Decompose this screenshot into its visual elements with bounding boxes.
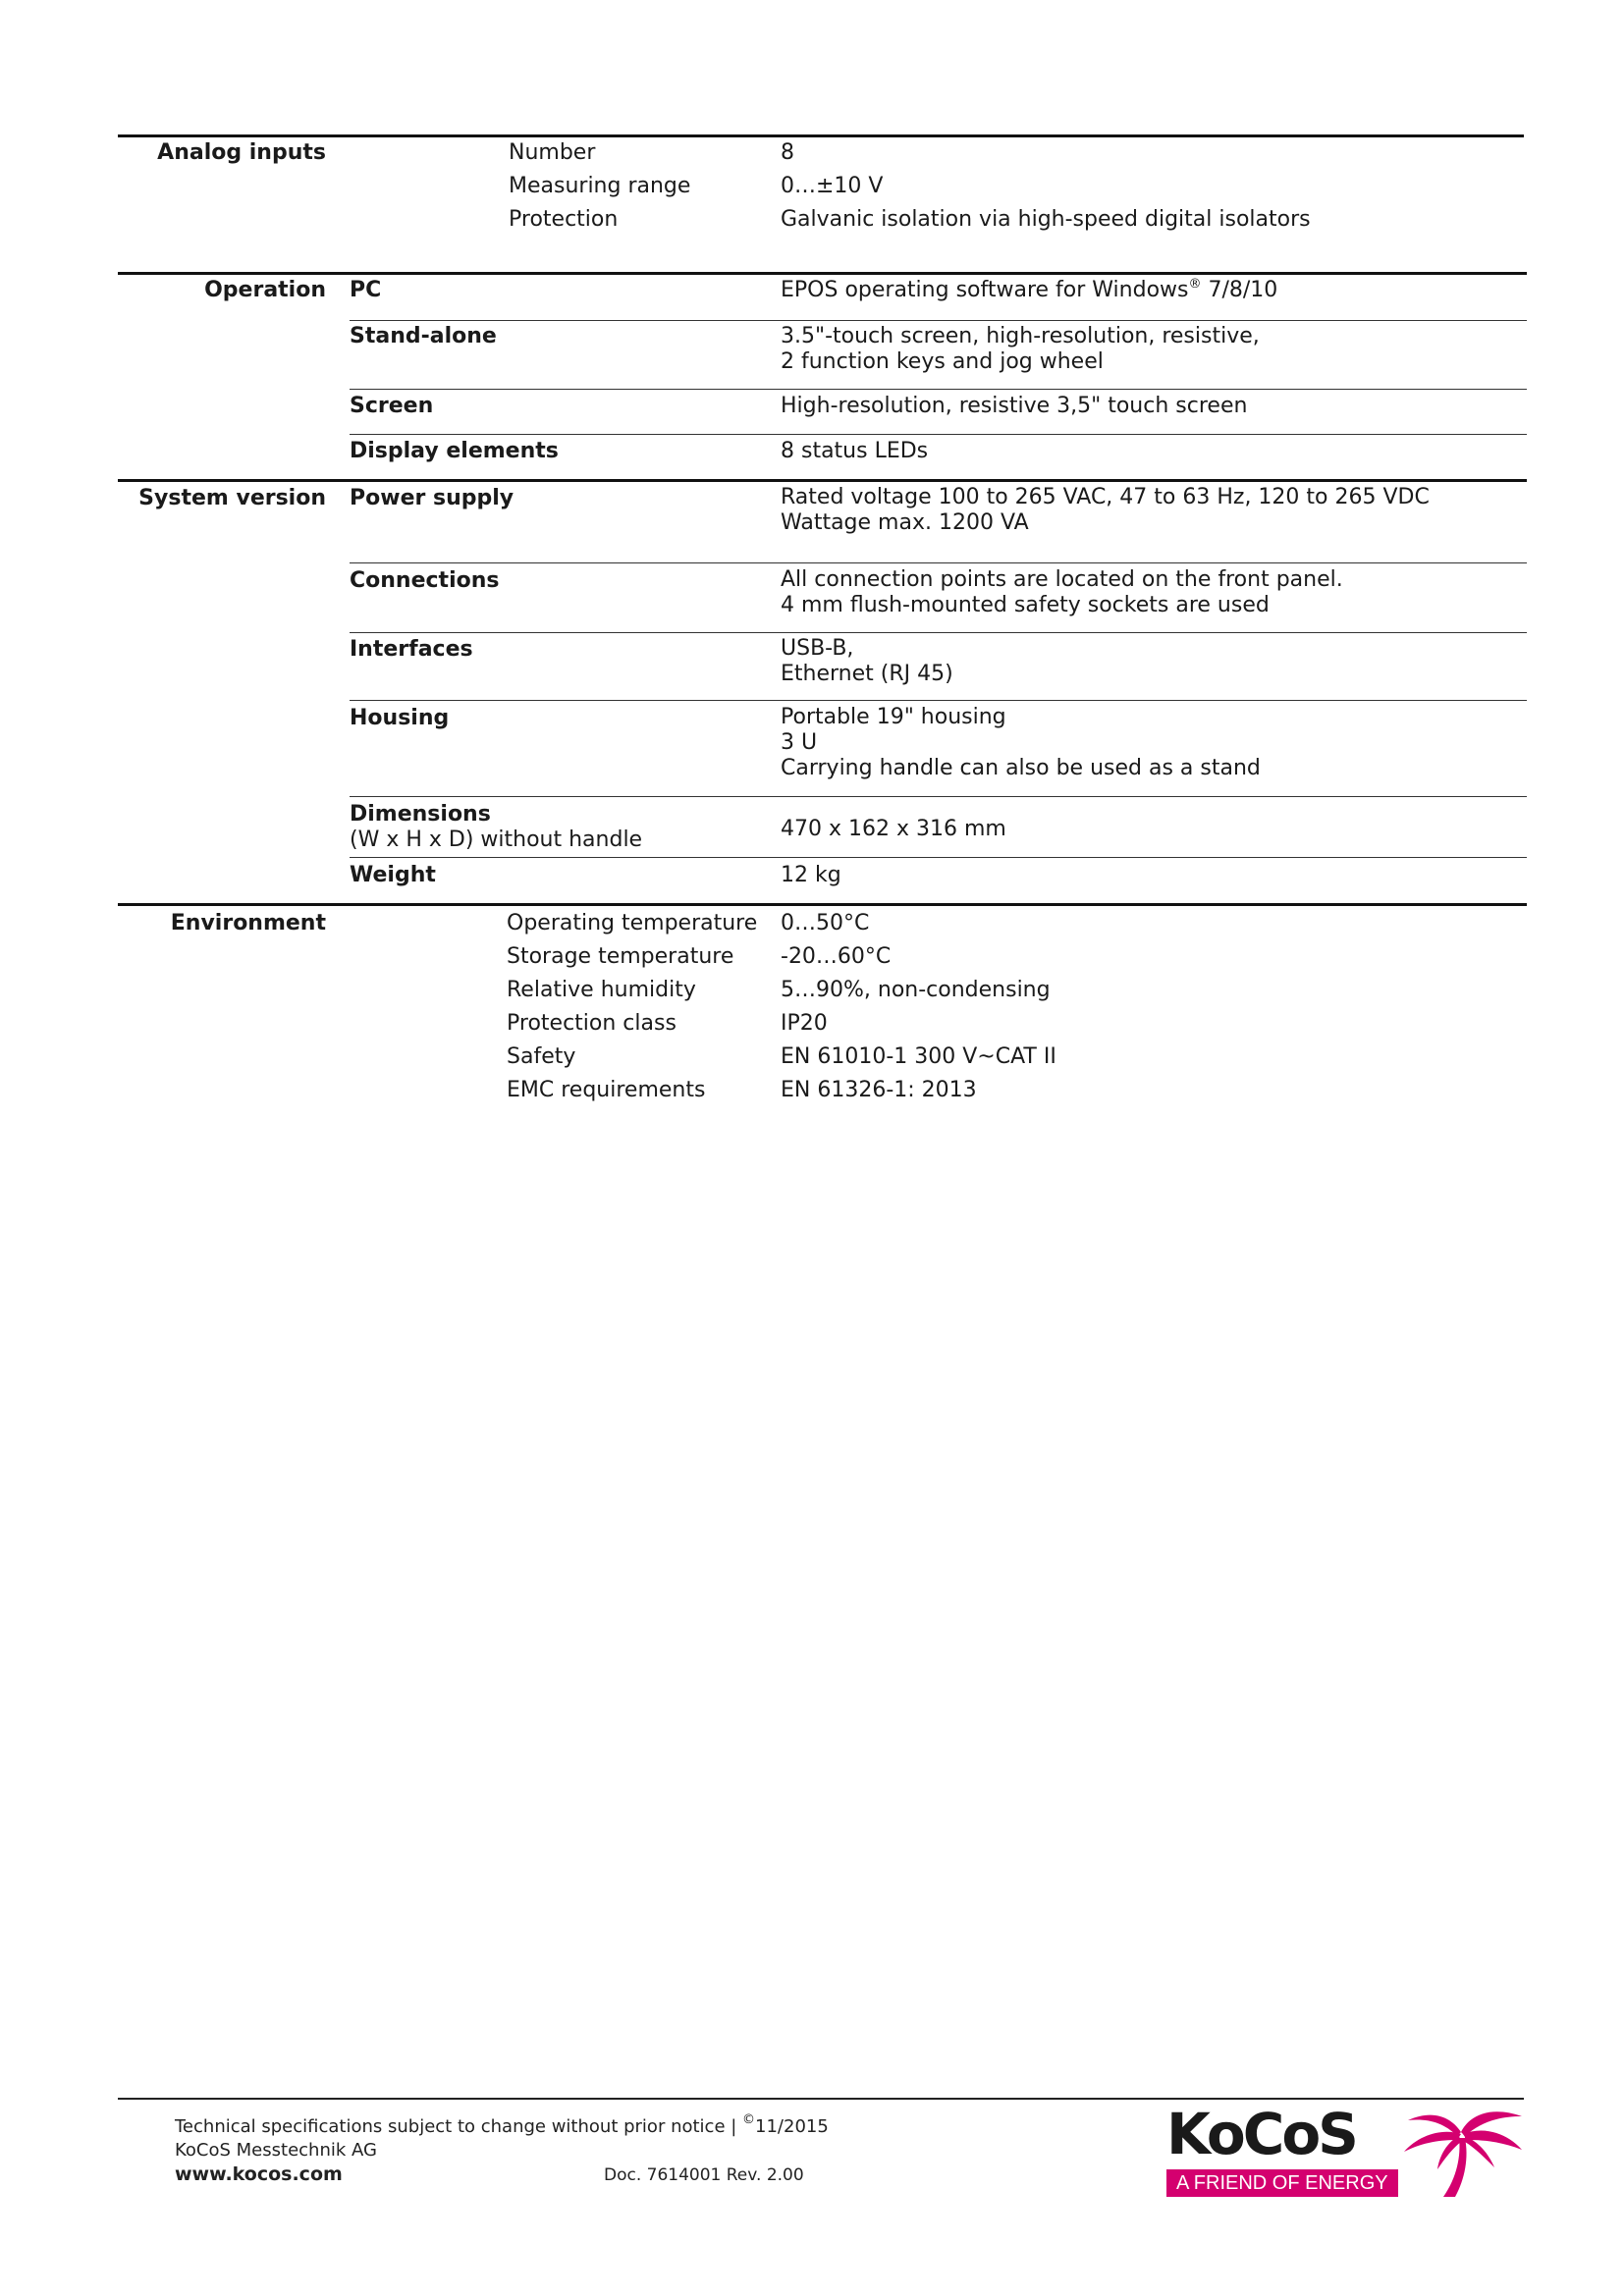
- analog-value-number: 8: [781, 140, 794, 165]
- section-title-system: System version: [138, 486, 326, 510]
- system-value-power: Rated voltage 100 to 265 VAC, 47 to 63 Hz, 120 to 265 VDC Wattage max. 1200 VA: [781, 485, 1430, 535]
- operation-value-standalone: 3.5"-touch screen, high-resolution, resistive, 2 function keys and jog wheel: [781, 324, 1260, 374]
- analog-value-protection: Galvanic isolation via high-speed digital isolators: [781, 207, 1311, 232]
- env-value-humidity: 5…90%, non-condensing: [781, 978, 1051, 1002]
- env-label-humidity: Relative humidity: [507, 978, 696, 1002]
- section-divider: [118, 903, 1527, 906]
- logo-tagline: A FRIEND OF ENERGY: [1166, 2169, 1398, 2197]
- system-label-weight: Weight: [350, 863, 436, 887]
- footer-notice: Technical specifications subject to change without prior notice | ©11/2015: [175, 2112, 829, 2137]
- env-label-safety: Safety: [507, 1044, 576, 1069]
- env-value-operating-temp: 0…50°C: [781, 911, 870, 935]
- row-divider: [350, 700, 1527, 701]
- registered-mark: ®: [1188, 277, 1202, 292]
- operation-label-display: Display elements: [350, 439, 559, 463]
- env-value-emc: EN 61326-1: 2013: [781, 1078, 977, 1102]
- section-title-environment: Environment: [170, 911, 326, 935]
- operation-value-pc: EPOS operating software for Windows® 7/8/10: [781, 277, 1278, 302]
- row-divider: [350, 389, 1527, 390]
- section-divider: [118, 272, 1527, 275]
- system-label-connections: Connections: [350, 568, 500, 593]
- env-label-storage-temp: Storage temperature: [507, 944, 734, 969]
- section-divider: [118, 479, 1527, 482]
- env-label-protection-class: Protection class: [507, 1011, 677, 1036]
- env-label-operating-temp: Operating temperature: [507, 911, 758, 935]
- row-divider: [350, 562, 1527, 563]
- footer-doc-number: Doc. 7614001 Rev. 2.00: [604, 2165, 804, 2185]
- analog-label-protection: Protection: [509, 207, 619, 232]
- analog-value-range: 0…±10 V: [781, 174, 884, 198]
- system-value-weight: 12 kg: [781, 863, 841, 887]
- env-label-emc: EMC requirements: [507, 1078, 706, 1102]
- system-label-housing: Housing: [350, 706, 450, 730]
- system-value-housing: Portable 19" housing 3 U Carrying handle can also be used as a stand: [781, 705, 1261, 780]
- env-value-protection-class: IP20: [781, 1011, 828, 1036]
- section-title-analog: Analog inputs: [157, 140, 326, 165]
- system-label-interfaces: Interfaces: [350, 637, 473, 662]
- analog-label-range: Measuring range: [509, 174, 691, 198]
- row-divider: [350, 632, 1527, 633]
- analog-label-number: Number: [509, 140, 596, 165]
- row-divider: [350, 434, 1527, 435]
- operation-label-screen: Screen: [350, 394, 434, 418]
- system-label-power: Power supply: [350, 486, 514, 510]
- operation-value-display: 8 status LEDs: [781, 439, 929, 463]
- kocos-logo: [1166, 2101, 1520, 2197]
- palm-tree-icon: [1400, 2103, 1526, 2199]
- section-divider: [118, 134, 1524, 137]
- system-value-dimensions: 470 x 162 x 316 mm: [781, 817, 1006, 841]
- system-label-dimensions: Dimensions (W x H x D) without handle: [350, 802, 643, 852]
- row-divider: [350, 857, 1527, 858]
- operation-value-screen: High-resolution, resistive 3,5" touch screen: [781, 394, 1248, 418]
- footer-company: KoCoS Messtechnik AG: [175, 2140, 377, 2161]
- footer-website[interactable]: www.kocos.com: [175, 2163, 343, 2185]
- env-value-safety: EN 61010-1 300 V~CAT II: [781, 1044, 1056, 1069]
- operation-label-pc: PC: [350, 278, 382, 302]
- row-divider: [350, 796, 1527, 797]
- operation-label-standalone: Stand-alone: [350, 324, 497, 348]
- system-value-interfaces: USB-B, Ethernet (RJ 45): [781, 636, 953, 686]
- footer-divider: [118, 2098, 1524, 2100]
- section-title-operation: Operation: [204, 278, 326, 302]
- env-value-storage-temp: -20…60°C: [781, 944, 892, 969]
- system-value-connections: All connection points are located on the front panel. 4 mm flush-mounted safety sockets are used: [781, 567, 1343, 617]
- row-divider: [350, 320, 1527, 321]
- logo-wordmark: KoCoS: [1166, 2101, 1356, 2167]
